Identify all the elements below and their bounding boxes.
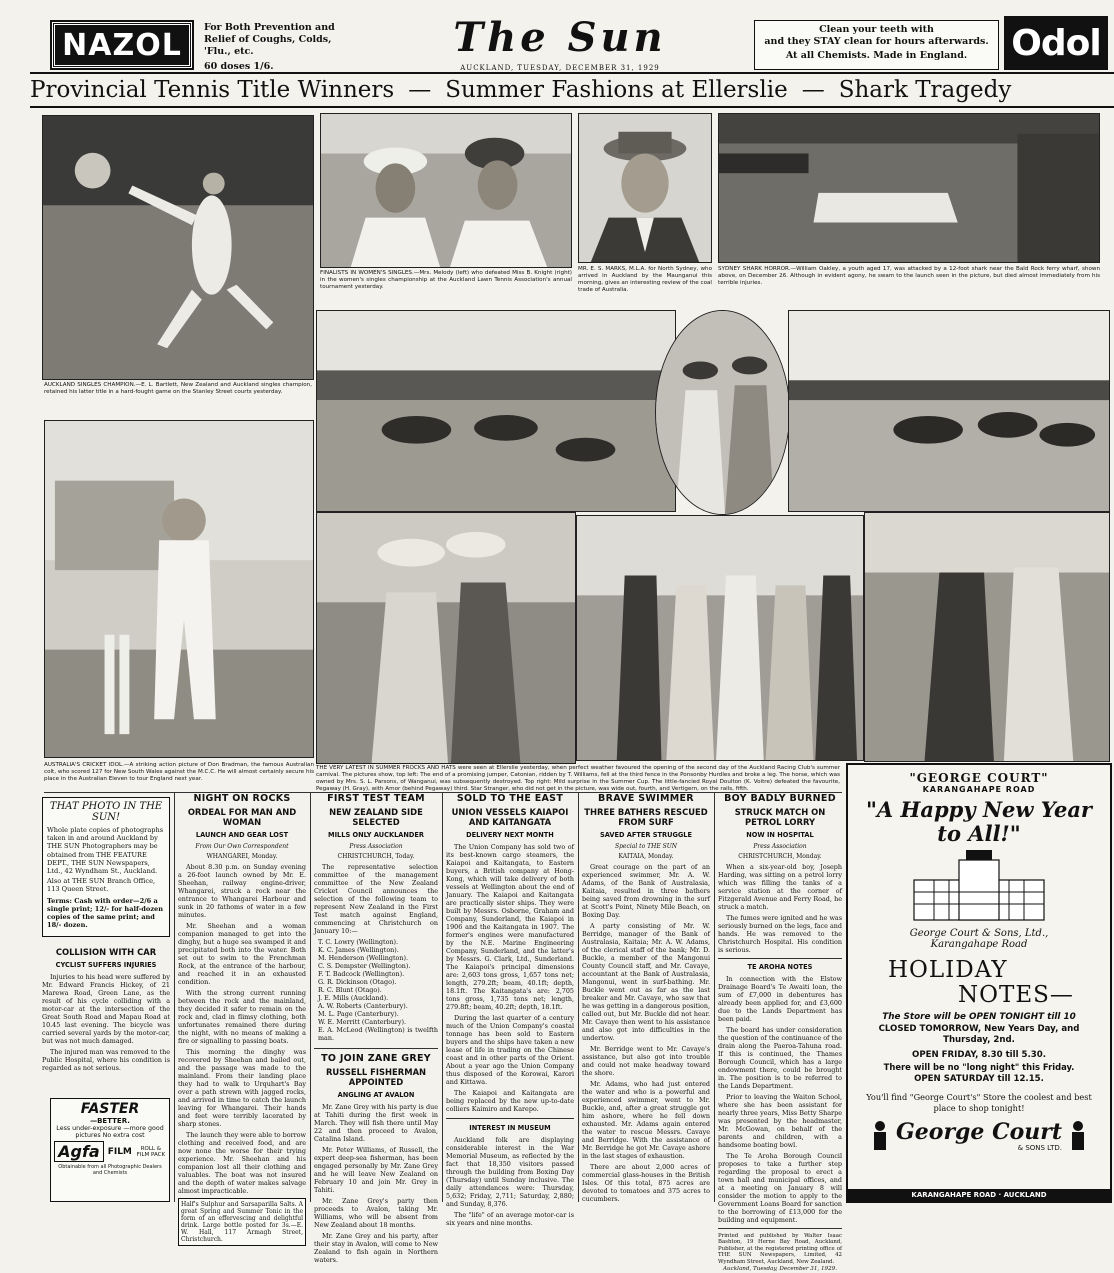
boy-p2: The fumes were ignited and he was seriously burned on the legs, face and hands. He was removed to the Christchurch Hospital. His condition is serious. [718, 914, 842, 954]
masthead-dateline: AUCKLAND, TUESDAY, DECEMBER 31, 1929 [460, 64, 660, 72]
agfa-faster: FASTER [80, 1101, 140, 1117]
gc-line-2: CLOSED TOMORROW, New Years Day, and Thursday, 2nd. [878, 1024, 1080, 1045]
gc-line-5: OPEN SATURDAY till 12.15. [914, 1074, 1044, 1084]
col-rule-5 [714, 792, 715, 1202]
photo-summer-cup-race [788, 310, 1110, 512]
aroha-title: TE AROHA NOTES [747, 963, 813, 971]
photo-couple-right [864, 512, 1110, 762]
collision-p2: The injured man was removed to the Public Hospital, where his condition is regarded as not serious. [42, 1048, 170, 1072]
nazol-logo: NAZOL [52, 22, 192, 68]
gc-figure-left [870, 1120, 890, 1152]
caption-bradman: AUSTRALIA'S CRICKET IDOL.—A striking action picture of Don Bradman, the famous Australian colt, who scored 127 for New South Wales against the M.C.C. He will almost certainly secure his place in the Australian Eleven to tour England next year. [44, 762, 314, 782]
zane-title: TO JOIN ZANE GREY [321, 1053, 431, 1064]
gc-figure-right [1068, 1120, 1088, 1152]
agfa-roll: ROLL & FILM PACK [136, 1145, 166, 1158]
agfa-film: FILM [107, 1146, 132, 1157]
brave-p1: Great courage on the part of an experienced swimmer, Mr. A. W. Adams, of the Bank of Australasia, Kaitaia, resulted in three bathers being saved from drowning in the surf at Scott's Point, Ninety Mile Beach, on Boxing Day. [582, 863, 710, 919]
photo-race-fall [316, 310, 676, 512]
test-p1: The representative selection committee of the management committee of the New Zealand Cricket Council announces the selection of the following team to represent New Zealand in the First Test match against England, commencing at Christchurch on January 10:— [314, 863, 438, 935]
column-boy-burned [718, 795, 842, 1273]
odol-line3: At all Chemists. Made in England. [785, 50, 968, 61]
gc-line-4: There will be no "long night" this Friday. [883, 1062, 1075, 1072]
agfa-ad [50, 1098, 170, 1202]
night-p4: This morning the dinghy was recovered by Sheehan and bailed out, and the passage was made to the mainland. From their landing place they had to walk to Urquhart's Bay over a path strewn with jagged rocks, and arrived in time to catch the launch leaving for Whangarei. Their hands and feet were terribly lacerated by sharp stones. [178, 1048, 306, 1128]
player: W. E. Merritt (Canterbury). [318, 1018, 406, 1026]
agfa-foot: Obtainable from all Photographic Dealers and Chemists [58, 1164, 162, 1176]
halfs-ad: Half's Sulphur and Sarsaparilla Salts. A great Spring and Summer Tonic in the form of an effervescing and delightful drink. Large bottle posted for 3s.—E. W. Hall, 117 Armagh Street, Christchurch. [178, 1198, 306, 1246]
gc-logo: George Court [895, 1119, 1063, 1145]
boy-title: BOY BADLY BURNED [724, 793, 836, 804]
photo-copies-ad [42, 797, 170, 937]
column-sold-east [446, 795, 574, 1230]
player: T. C. Lowry (Wellington). [318, 938, 399, 946]
agfa-logo: Agfa [54, 1141, 104, 1162]
player: C. S. Dempster (Wellington). [318, 962, 411, 970]
brave-sub2: SAVED AFTER STRUGGLE [600, 831, 692, 839]
gc-building-illustration [904, 850, 1054, 924]
caption-bartlett: AUCKLAND SINGLES CHAMPION.—E. L. Bartlett, New Zealand and Auckland singles champion, retained his latter title in a hard-fought game on the Stanley Street courts yesterday. [44, 382, 312, 395]
page-headline [30, 76, 1114, 104]
nazol-ad-price: 60 doses 1/6. [204, 61, 274, 72]
player: J. E. Mills (Auckland). [318, 994, 389, 1002]
col-rule-1 [174, 792, 175, 1202]
photo-es-marks [578, 113, 712, 263]
museum-title: INTEREST IN MUSEUM [469, 1124, 551, 1132]
boy-p1: When a six-year-old boy, Joseph Harding, was sitting on a petrol lorry which was filling the tanks of a service station at the corner of Fitzgerald Avenue and Ferry Road, he struck a match. [718, 863, 842, 911]
caption-frocks: THE VERY LATEST IN SUMMER FROCKS AND HATS were seen at Ellerslie yesterday, when perfect weather favoured the opening of the second day of the Auckland Racing Club's summer carnival. The pictures show, top left: The end of a promising jumper, Catonian, ridden by T. Williams, fell at the third fence in the Ponsonby Hurdles and broke a leg. The horse, which was owned by Mrs. S. L. Parsons, of Wanganui, was subsequently destroyed. Top right: Mild surprise in the Summer Cup. The little-fancied Royal Doulton (K. Voitre) defeated the favourite, Pegaway (H. Gray), with Amor (behind Pegaway) third. Star Stranger, who did not get in the picture, was wide out, fourth, and Vertigern, on the rails, fifth. [316, 765, 840, 792]
sold-p2: During the last quarter of a century much of the Union Company's coastal tonnage has been sold to Eastern buyers and the ships have taken a new lease of life in trading on the Chinese coast and in other parts of the Orient. About a year ago the Union Company thus disposed of the Korowai, Karori and Kittawa. [446, 1014, 574, 1086]
photo-ladies-frocks [316, 512, 576, 764]
night-p3: With the strong current running between the rock and the mainland, they decided it safer to remain on the rock and, clad in flimsy clothing, both unfortunates remained there during the night, with no means of making a fire or signalling to passing boats. [178, 989, 306, 1045]
player: R. C. Blunt (Otago). [318, 986, 382, 994]
test-byline: Press Association [349, 843, 403, 850]
night-p1: About 8.30 p.m. on Sunday evening a 26-foot launch owned by Mr. E. Sheehan, railway engine-driver, Whangarei, struck a rock near the entrance to Whangarei Harbour and sunk in 20 fathoms of water in a few minutes. [178, 863, 306, 919]
headline-dash-1: — [408, 77, 432, 103]
brave-p3: Mr. Berridge went to Mr. Cavaye's assistance, but also got into trouble and could not make headway toward the shore. [582, 1045, 710, 1077]
agfa-better: —BETTER. [90, 1117, 130, 1125]
photo-bartlett-tennis [42, 115, 314, 380]
brave-byline: Special to THE SUN [614, 843, 678, 850]
museum-p2: The "life" of an average motor-car is six years and nine months. [446, 1211, 574, 1227]
col-rule-2 [310, 792, 311, 1202]
boy-sub: STRUCK MATCH ON PETROL LORRY [734, 807, 826, 827]
collision-sub: CYCLIST SUFFERS INJURIES [55, 961, 157, 969]
boy-byline: Press Association [753, 843, 807, 850]
night-place: WHANGAREI, Monday. [206, 853, 278, 860]
player: M. Henderson (Wellington). [318, 954, 408, 962]
photo-ad-body: Whole plate copies of photographs taken in and around Auckland by THE SUN Photographers may be obtained from THE FEATURE DEPT., THE SUN Newspapers, Ltd., 42 Wyndham St., Auckland. [47, 826, 164, 876]
photo-bradman-cricket [44, 420, 314, 758]
sold-sub: UNION VESSELS KAIAPOI AND KAITANGATA [451, 807, 569, 827]
photo-ad-branch: Also at THE SUN Branch Office, 113 Queen Street. [47, 877, 156, 894]
aroha-p1: In connection with the Elstow Drainage Board's Te Awaiti loan, the sum of £7,000 in debentures has already been applied for, and £3,600 due to the Lands Department has been paid. [718, 975, 842, 1023]
nazol-ad-text [204, 22, 354, 73]
gc-line-3: OPEN FRIDAY, 8.30 till 5.30. [912, 1050, 1046, 1060]
zane-sub: RUSSELL FISHERMAN APPOINTED [325, 1067, 427, 1087]
photo-finalists-women [320, 113, 572, 268]
zane-sub2: ANGLING AT AVALON [337, 1091, 415, 1099]
photo-fashion-oval [655, 310, 790, 515]
odol-line2: and they STAY clean for hours afterwards. [764, 36, 989, 47]
player: G. R. Dickinson (Otago). [318, 978, 397, 986]
headline-part-3: Shark Tragedy [838, 77, 1012, 103]
player: A. W. Roberts (Canterbury). [318, 1002, 408, 1010]
gc-firm2: Karangahape Road [930, 939, 1028, 950]
masthead [395, 14, 725, 72]
gc-road: KARANGAHAPE ROAD [922, 785, 1036, 794]
photo-shark-wharf [718, 113, 1100, 263]
aroha-p3: Prior to leaving the Waiton School, where she has been assistant for nearly three years, Miss Betty Sharpe was presented by the headmaster, Mr. McGowan, on behalf of the parents and children, with a handsome boating bowl. [718, 1093, 842, 1149]
sold-p3: The Kaiapoi and Kaitangata are being replaced by the new up-to-date colliers Kaimiro and Karepo. [446, 1089, 574, 1113]
column-first-test [314, 795, 438, 1267]
masthead-rule [30, 72, 1114, 74]
brave-title: BRAVE SWIMMER [598, 793, 694, 804]
caption-shark: SYDNEY SHARK HORROR.—William Oakley, a youth aged 17, was attacked by a 12-foot shark near the Bald Rock ferry wharf, shown above, on December 26. Although in evident agony, he swam to the launch seen in the picture, but died almost immediately from his terrible injuries. [718, 266, 1100, 286]
player: E. A. McLeod (Wellington) is twelfth man. [318, 1026, 438, 1042]
player: M. L. Page (Canterbury). [318, 1010, 399, 1018]
gc-logo-row [848, 1120, 1110, 1152]
night-sub2: LAUNCH AND GEAR LOST [195, 831, 289, 839]
gc-holiday: HOLIDAY [888, 957, 1008, 983]
headline-rule [30, 106, 1114, 108]
imprint: Printed and published by Walter Isaac Bashton, 19 Herne Bay Road, Auckland, Publisher, at the registered printing office of THE SUN Newspapers, Limited, 42 Wyndham Street, Auckland, New Zealand. [718, 1233, 842, 1265]
test-sub2: MILLS ONLY AUCKLANDER [328, 831, 424, 839]
odol-ad [754, 20, 999, 70]
col-rule-3 [442, 792, 443, 1202]
masthead-title: The Sun [453, 14, 667, 61]
column-night-on-rocks [178, 795, 306, 1246]
imprint-date: Auckland, Tuesday, December 31, 1929. [722, 1266, 837, 1273]
headline-part-2: Summer Fashions at Ellerslie [445, 77, 788, 103]
column-brave-swimmer [582, 795, 710, 1206]
photo-ad-terms: Terms: Cash with order—2/6 a single print; 12/- for half-dozen copies of the same print; and 18/- dozen. [47, 896, 164, 930]
test-sub: NEW ZEALAND SIDE SELECTED [329, 807, 423, 827]
collision-p1: Injuries to his head were suffered by Mr. Edward Francis Hickey, of 21 Marewa Road, Green Lane, as the result of his cycle colliding with a motor-car at the intersection of the Great South Road and Mapau Road at 10.45 last evening. The bicycle was carried several yards by the motor-car, but was not much damaged. [42, 973, 170, 1045]
test-place: CHRISTCHURCH, Today. [337, 853, 415, 860]
headline-dash-2: — [801, 77, 825, 103]
column-collision [42, 944, 170, 1075]
night-p2: Mr. Sheehan and a woman companion managed to get into the dinghy, but a huge sea swamped it and precipitated both into the water. Both set out to swim to the Frenchman Rock, at the entrance of the harbour, and reached it in an exhausted condition. [178, 922, 306, 986]
sold-p1: The Union Company has sold two of its best-known cargo steamers, the Kaiapoi and Kaitangata, to Eastern buyers, a British company at Hong-Kong, which will take delivery of both vessels at Wellington about the end of January. The Kaiapoi and Kaitangata are practically sister ships. They were built by Messrs. Osborne, Graham and Company, Sunderland, the Kaiapoi in 1906 and the Kaitangata in 1907. The former's engines were manufactured by the N.E. Marine Engineering Company, Sunderland, and the latter's by Messrs. G. Clark, Ltd., Sunderland. The Kaiapoi's principal dimensions are: 2,603 tons gross, 1,657 tons net; length, 279.2ft; beam, 40.1ft; depth, 18.1ft. The Kaitangata's are: 2,705 tons gross, 1,735 tons net; length, 279.8ft; beam, 40.2ft; depth, 18.1ft. [446, 843, 574, 1011]
odol-logo: Odol [1004, 16, 1108, 70]
zane-p2: Mr. Peter Williams, of Russell, the expert deep-sea fisherman, has been engaged personally by Mr. Zane Grey and he will leave New Zealand on February 10 and join Mr. Grey in Tahiti. [314, 1146, 438, 1194]
gc-logo-sub: & SONS LTD. [1017, 1144, 1063, 1152]
gc-greeting: "A Happy New Year to All!" [865, 797, 1093, 846]
zane-p4: Mr. Zane Grey and his party, after their stay in Avalon, will come to New Zealand to fish again in Northern waters. [314, 1232, 438, 1264]
test-title: FIRST TEST TEAM [327, 793, 425, 804]
boy-place: CHRISTCHURCH, Monday. [738, 853, 822, 860]
night-p5: The launch they were able to borrow clothing and received food, and are now none the worse for their trying experience. Mr. Sheehan and his companion lost all their clothing and valuables. The boat was not insured and the depth of water makes salvage almost impracticable. [178, 1131, 306, 1195]
sold-title: SOLD TO THE EAST [456, 793, 564, 804]
gc-line-6: You'll find "George Court's" Store the coolest and best place to shop tonight! [866, 1092, 1092, 1113]
brave-place: KAITAIA, Monday. [618, 853, 674, 860]
photo-group-ellerslie [576, 515, 864, 761]
aroha-p4: The Te Aroha Borough Council proposes to take a further step regarding the proposal to erect a town hall and municipal offices, and at a meeting on January 8 will consider the motion to apply to the Government Loans Board for sanction to the borrowing of £13,000 for the building and equipment. [718, 1152, 842, 1224]
nazol-ad-body: For Both Prevention and Relief of Coughs, Colds, 'Flu., etc. [204, 22, 335, 57]
george-court-ad [846, 763, 1112, 1203]
caption-finalists: FINALISTS IN WOMEN'S SINGLES.—Mrs. Melody (left) who defeated Miss B. Knight (right) in the women's singles championship at the Auckland Lawn Tennis Association's annual tournament yesterday. [320, 270, 572, 290]
zane-p3: Mr. Zane Grey's party then proceeds to Avalon, taking Mr. Williams, who will be absent from New Zealand about 18 months. [314, 1197, 438, 1229]
gc-firm: George Court & Sons, Ltd., [909, 928, 1049, 939]
night-title: NIGHT ON ROCKS [193, 793, 291, 804]
gc-notes: NOTES— [958, 982, 1074, 1008]
player: K. C. James (Wellington). [318, 946, 399, 954]
gc-line-1: The Store will be OPEN TONIGHT till 10 [882, 1012, 1076, 1022]
photo-ad-title: THAT PHOTO IN THE SUN! [49, 801, 163, 823]
brave-p2: A party consisting of Mr. W. Berridge, manager of the Bank of Australasia, Kaitaia; Mr. A. W. Adams, of the clerical staff of the bank; Mr. D. Buckle, a member of the Mangonui County Council staff, and Mr. Cavaye, accountant at the Bank of Australasia, Mangonui, went in surf-bathing. Mr. Buckle went out as far as the last breaker and Mr. Cavaye, who saw that he was getting in a dangerous position, called out, but Mr. Buckle did not hear. Mr. Cavaye then went to his assistance and also got into difficulties in the undertow. [582, 922, 710, 1042]
test-players [314, 938, 438, 1042]
museum-p1: Auckland folk are displaying considerable interest in the War Memorial Museum, as reflected by the fact that 18,350 visitors passed through the building from Boxing Day (Thursday) until Sunday inclusive. The daily attendances were: Thursday, 5,632; Friday, 2,711; Saturday, 2,880; and Sunday, 8,376. [446, 1136, 574, 1208]
brave-sub: THREE BATHERS RESCUED FROM SURF [584, 807, 708, 827]
caption-rule [44, 792, 842, 793]
sold-sub2: DELIVERY NEXT MONTH [466, 831, 554, 839]
agfa-tagline: Less under-exposure —more good pictures No extra cost [56, 1125, 164, 1139]
col-rule-4 [578, 792, 579, 1202]
player: F. T. Badcock (Wellington). [318, 970, 405, 978]
odol-line1: Clean your teeth with [819, 24, 934, 35]
caption-marks: MR. E. S. MARKS, M.L.A. for North Sydney, who arrived in Auckland by the Maunganui this morning, gives an interesting review of the coal trade of Australia. [578, 266, 712, 293]
brave-p4: Mr. Adams, who had just entered the water and who is a powerful and experienced swimmer, went to Mr. Buckle, and, after a great struggle got him ashore, where he fell down exhausted. Mr. Adams again entered the water to rescue Messrs. Cavaye and Berridge. With the assistance of Mr. Berridge he got Mr. Cavaye ashore in the last stages of exhaustion. [582, 1080, 710, 1160]
night-sub: ORDEAL FOR MAN AND WOMAN [187, 807, 297, 827]
boy-sub2: NOW IN HOSPITAL [746, 831, 814, 839]
headline-part-1: Provincial Tennis Title Winners [30, 77, 395, 103]
night-byline: From Our Own Correspondent [195, 843, 289, 850]
aroha-p2: The board has under consideration the question of the continuance of the drain along the Paeroa-Tahuna road. If this is continued, the Thames Borough Council, which has a large endowment there, could be brought in. The position is to be referred to the Lands Department. [718, 1026, 842, 1090]
collision-title: COLLISION WITH CAR [55, 947, 157, 957]
brave-p5: There are about 2,000 acres of commercial glass-houses in the British Isles. Of this total, 875 acres are devoted to tomatoes and 375 acres to cucumbers. [582, 1163, 710, 1203]
gc-name: "GEORGE COURT" [909, 771, 1049, 785]
gc-footer: KARANGAHAPE ROAD · AUCKLAND [848, 1189, 1110, 1201]
zane-p1: Mr. Zane Grey with his party is due at Tahiti during the first week in March. They will fish there until May 22 and then proceed to Avalon, Catalina Island. [314, 1103, 438, 1143]
